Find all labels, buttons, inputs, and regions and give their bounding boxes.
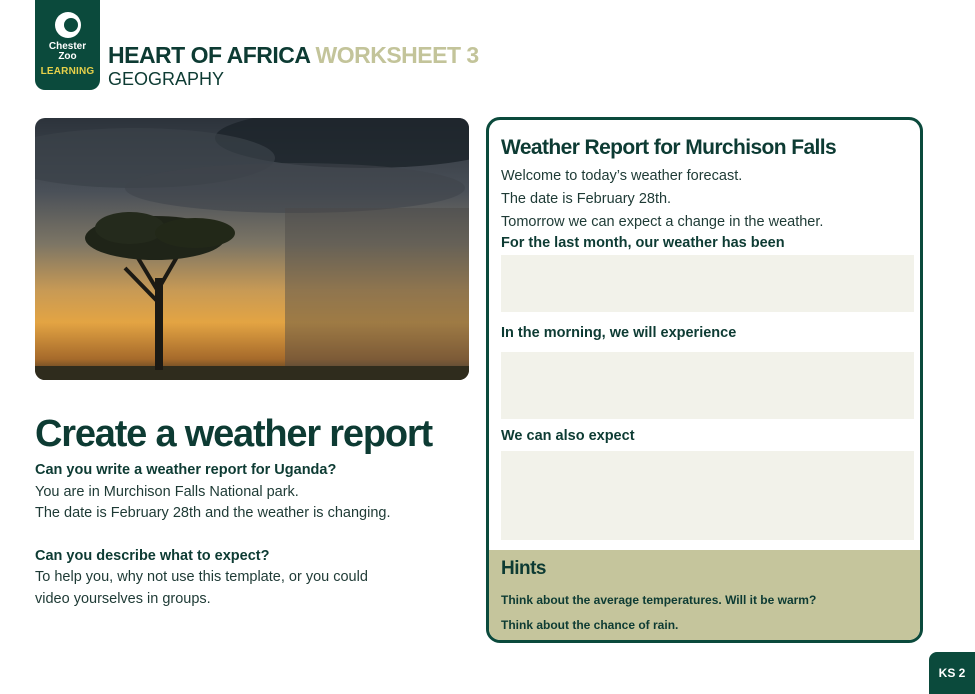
answer-box-morning[interactable] [501,352,914,419]
logo-learning: LEARNING [40,66,95,77]
weather-report-template [486,117,923,643]
worksheet-title [108,42,479,69]
instruction-line-2: The date is February 28th and the weather is changing. [35,505,391,521]
question-2: Can you describe what to expect? [35,547,270,564]
instruction-line-3: To help you, why not use this template, or you could [35,569,368,585]
answer-box-also-expect[interactable] [501,451,914,540]
prompt-also-expect: We can also expect [501,428,635,444]
intro-line: Welcome to today’s weather forecast. [501,168,743,184]
instruction-line-1: You are in Murchison Falls National park. [35,483,299,500]
main-heading: Create a weather report [35,413,432,455]
title-main: HEART OF AFRICA [108,42,310,68]
instruction-line-4: video yourselves in groups. [35,590,211,607]
hints-title: Hints [501,558,546,579]
logo-name [49,42,86,62]
savanna-storm-photo [35,118,469,380]
hint-item: Think about the average temperatures. Will it be warm? [501,593,817,607]
chester-zoo-logo [35,0,100,90]
hint-item: Think about the chance of rain. [501,618,679,632]
prompt-morning: In the morning, we will experience [501,325,737,341]
logo-name-line2: Zoo [58,51,77,62]
logo-name-line1: Chester [48,41,87,52]
question-1: Can you write a weather report for Uganda? [35,462,337,478]
title-worksheet: WORKSHEET 3 [315,42,479,68]
panel-title: Weather Report for Murchison Falls [501,136,837,159]
intro-line: Tomorrow we can expect a change in the weather. [501,214,824,230]
panel-intro [501,165,823,234]
instructions [35,460,465,610]
logo-c-icon [55,12,81,38]
intro-line: The date is February 28th. [501,191,672,207]
hints-section [489,550,920,640]
prompt-last-month: For the last month, our weather has been [501,235,785,251]
subject-subtitle: GEOGRAPHY [108,69,225,89]
answer-box-last-month[interactable] [501,255,914,312]
key-stage-badge: KS 2 [929,652,975,694]
